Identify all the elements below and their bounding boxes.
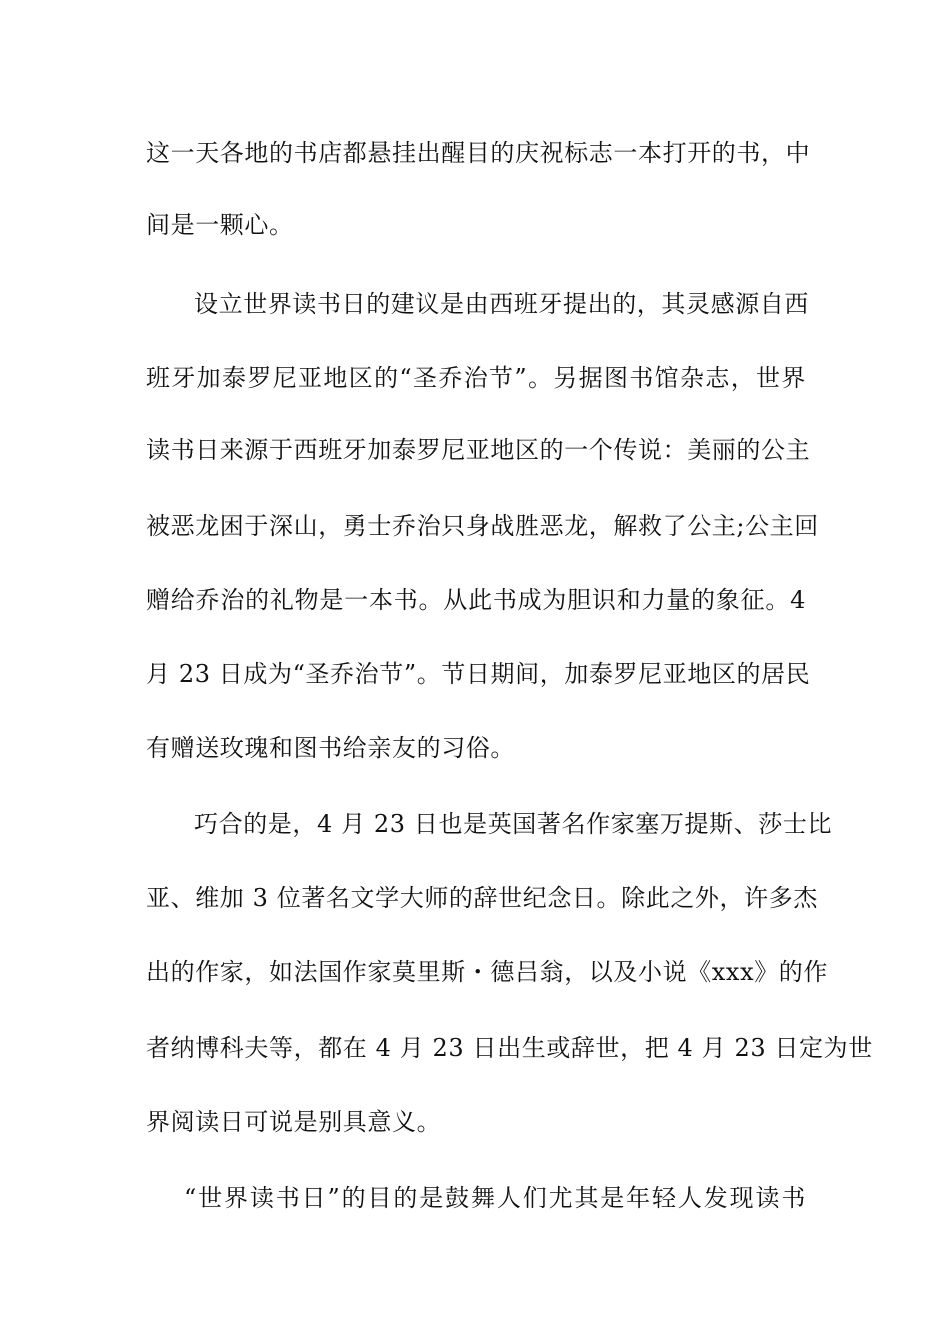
- text-line: 亚、维加 3 位著名文学大师的辞世纪念日。除此之外，许多杰: [146, 884, 818, 912]
- text-line: 出的作家，如法国作家莫里斯・德吕翁，以及小说《xxx》的作: [146, 958, 829, 986]
- paragraph-first-line: 设立世界读书日的建议是由西班牙提出的，其灵感源自西: [194, 290, 809, 318]
- text-line: 这一天各地的书店都悬挂出醒目的庆祝标志一本打开的书，中: [146, 139, 811, 167]
- text-line: 赠给乔治的礼物是一本书。从此书成为胆识和力量的象征。4: [146, 586, 806, 614]
- text-line: 班牙加泰罗尼亚地区的“圣乔治节”。另据图书馆杂志，世界: [146, 364, 806, 392]
- paragraph-first-line: “世界读书日”的目的是鼓舞人们尤其是年轻人发现读书: [184, 1184, 806, 1212]
- text-line: 月 23 日成为“圣乔治节”。节日期间，加泰罗尼亚地区的居民: [146, 660, 811, 688]
- paragraph-first-line: 巧合的是，4 月 23 日也是英国著名作家塞万提斯、莎士比: [194, 810, 833, 838]
- text-line: 读书日来源于西班牙加泰罗尼亚地区的一个传说：美丽的公主: [146, 436, 811, 464]
- text-line: 界阅读日可说是别具意义。: [146, 1108, 442, 1136]
- text-line: 有赠送玫瑰和图书给亲友的习俗。: [146, 734, 515, 762]
- text-line: 者纳博科夫等，都在 4 月 23 日出生或辞世，把 4 月 23 日定为世: [146, 1034, 873, 1062]
- text-line: 被恶龙困于深山，勇士乔治只身战胜恶龙，解救了公主;公主回: [146, 512, 819, 540]
- text-line: 间是一颗心。: [146, 211, 294, 239]
